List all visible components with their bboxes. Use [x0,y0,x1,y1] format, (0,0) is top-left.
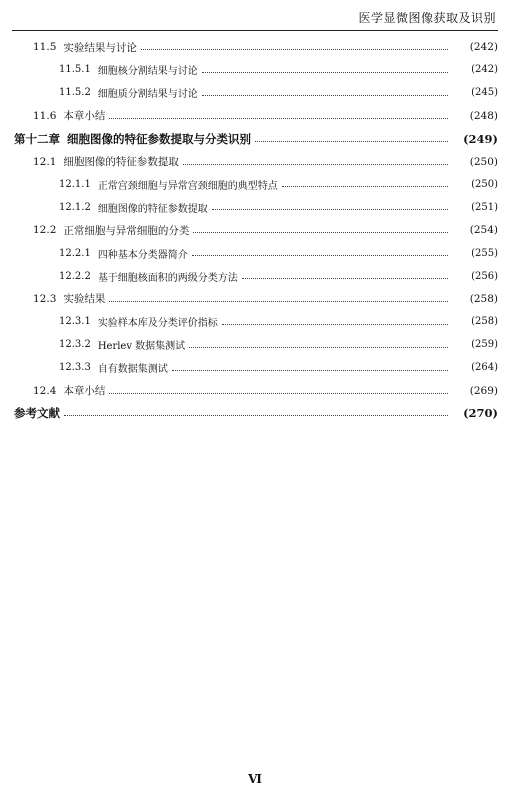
toc-entry-number: 12.1 [33,155,57,168]
toc-entry-page: (242) [471,64,498,76]
toc-entry-page: (250) [469,155,498,168]
toc-section-entry[interactable] [0,196,510,218]
toc-entry-page: (255) [471,247,498,259]
toc-section-entry[interactable] [0,105,510,127]
toc-section-entry[interactable] [0,151,510,173]
toc-entry-page: (258) [471,316,498,328]
toc-chapter-entry[interactable] [0,402,510,424]
dot-leader [172,369,448,371]
dot-leader [202,71,448,73]
toc-entry-page: (258) [469,292,498,305]
toc-section-entry[interactable] [0,334,510,356]
toc-entry-number: 12.2.2 [59,270,91,282]
toc-entry-page: (248) [469,109,498,122]
toc-entry-number: 11.6 [33,109,57,122]
dot-leader [109,117,448,119]
toc-entry-number: 12.2.1 [59,247,91,259]
toc-section-entry[interactable] [0,219,510,241]
toc-entry-title: 基于细胞核面积的两级分类方法 [97,272,238,284]
toc-entry-title: 细胞图像的特征参数提取与分类识别 [67,131,251,146]
dot-leader [141,48,448,50]
page-number: Ⅵ [248,772,262,786]
toc-entry-title: 实验结果 [63,293,106,306]
dot-leader [109,392,448,394]
toc-section-entry[interactable] [0,82,510,104]
toc-entry-number: 12.3.2 [59,339,91,351]
toc-entry-page: (251) [471,201,498,213]
toc-entry-title: 四种基本分类器简介 [97,249,188,261]
dot-leader [222,323,448,325]
toc-entry-page: (254) [469,224,498,237]
toc-section-entry[interactable] [0,59,510,81]
dot-leader [212,208,448,210]
dot-leader [255,140,448,142]
toc-entry-number: 12.4 [33,384,57,397]
toc-entry-page: (250) [471,178,498,190]
toc-entry-page: (256) [471,270,498,282]
toc-entry-number: 12.3 [33,292,57,305]
toc-section-entry[interactable] [0,242,510,264]
toc-section-entry[interactable] [0,265,510,287]
toc-entry-page: (242) [469,41,498,53]
toc-section-entry[interactable] [0,380,510,402]
header-rule [12,30,498,31]
toc-entry-title: 细胞图像的特征参数提取 [63,156,179,168]
toc-entry-number: 11.5.1 [59,64,91,76]
toc-entry-page: (249) [463,131,498,146]
toc-entry-number: 11.5.2 [59,87,91,99]
toc-entry-page: (264) [471,362,498,374]
toc-entry-number: 第十二章 [14,131,60,146]
toc-section-entry[interactable] [0,311,510,333]
toc-entry-number: 12.3.3 [59,362,91,374]
dot-leader [202,94,448,96]
dot-leader [64,414,448,416]
toc-entry-title: 细胞核分割结果与讨论 [97,66,198,78]
toc-entry-title: 参考文献 [14,406,60,421]
toc-entry-number: 12.1.1 [59,178,91,190]
toc-entry-number: 11.5 [33,41,57,53]
toc-entry-title: 实验结果与讨论 [63,41,137,54]
toc-entry-number: 12.3.1 [59,316,91,328]
toc-entry-title: Herlev 数据集测试 [97,341,186,353]
toc-section-entry[interactable] [0,288,510,310]
toc-section-entry[interactable] [0,173,510,195]
toc-entry-page: (259) [471,339,498,351]
toc-section-entry[interactable] [0,36,510,58]
dot-leader [183,163,448,165]
toc-entry-page: (270) [463,406,498,421]
toc-section-entry[interactable] [0,357,510,379]
dot-leader [193,231,448,233]
dot-leader [109,300,448,302]
toc-chapter-entry[interactable] [0,128,510,150]
toc-entry-title: 本章小结 [63,385,106,397]
toc-entry-number: 12.1.2 [59,201,91,213]
toc-entry-title: 实验样本库及分类评价指标 [97,318,218,330]
toc-entry-page: (245) [471,87,498,99]
toc-entry-title: 正常细胞与异常细胞的分类 [63,224,190,237]
dot-leader [282,185,448,187]
toc-entry-page: (269) [469,384,498,397]
dot-leader [192,254,448,256]
running-head: 医学显微图像获取及识别 [358,11,496,25]
toc-entry-title: 正常宫颈细胞与异常宫颈细胞的典型特点 [97,180,278,192]
toc-entry-title: 自有数据集测试 [97,364,168,376]
toc-entry-number: 12.2 [33,224,57,237]
toc-entry-title: 细胞图像的特征参数提取 [97,203,208,215]
dot-leader [189,346,448,348]
dot-leader [242,277,448,279]
toc-entry-title: 细胞质分割结果与讨论 [97,89,198,101]
toc-entry-title: 本章小结 [63,110,106,123]
